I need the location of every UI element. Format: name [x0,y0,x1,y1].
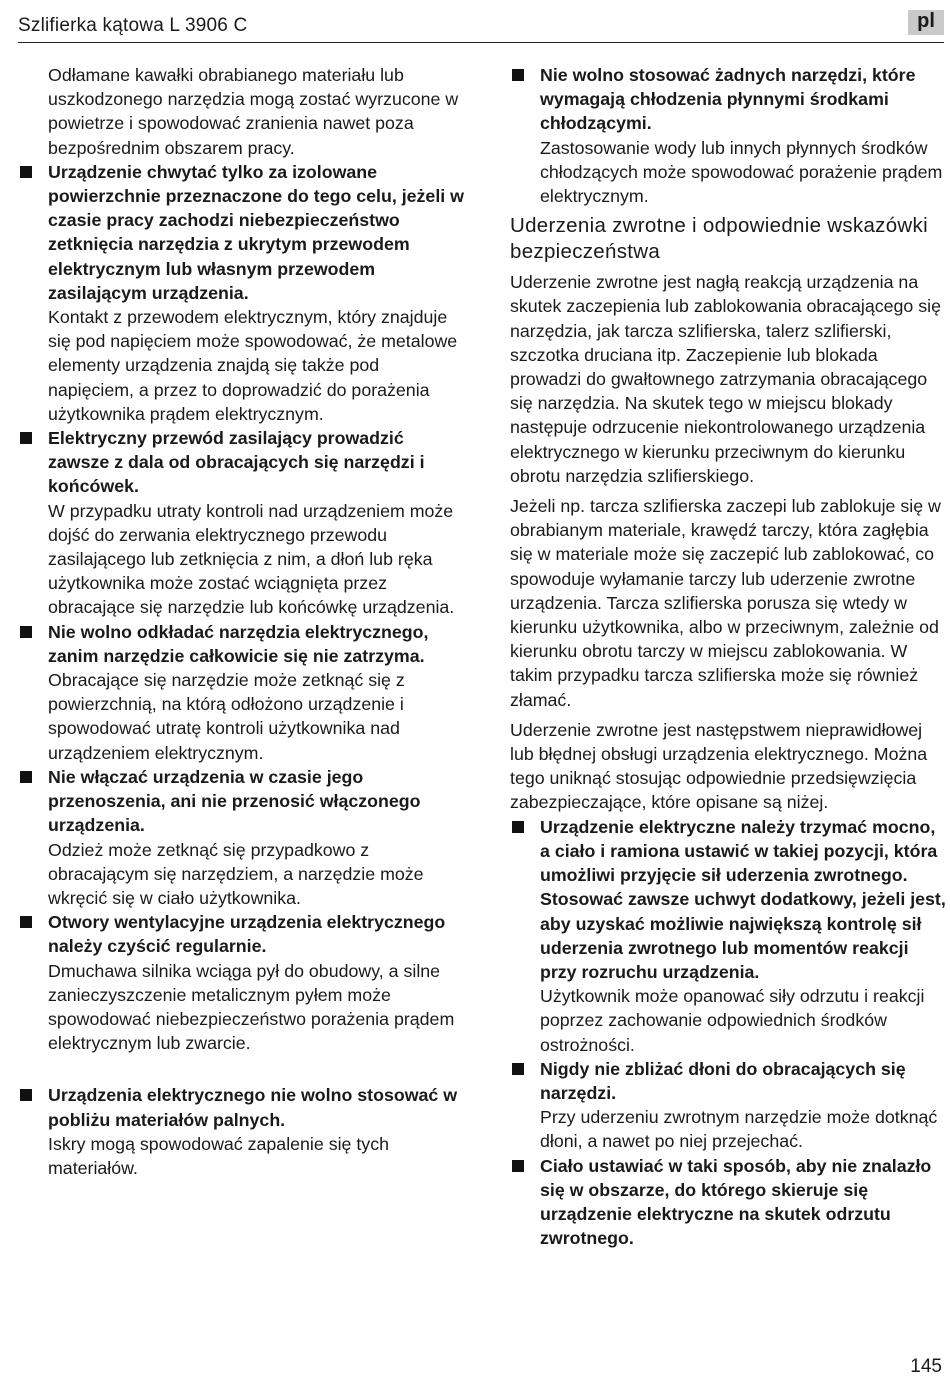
safety-item [510,63,946,208]
safety-item-title: Urządzenie elektryczne należy trzymać mocno, a ciało i ramiona ustawić w takiej pozycji, która umożliwi przyjęcie sił uderzenia zwrotnego. Stosować zawsze uchwyt dodatkowy, jeżeli jest, aby uzyskać możliwie największą kontrolę sił uderzenia zwrotnego lub momentów reakcji przy rozruchu urządzenia. [540,816,946,982]
safety-item-text: Kontakt z przewodem elektrycznym, który znajduje się pod napięciem może spowodować, że metalowe elementy urządzenia znajdą się także pod napięciem, a przez to doprowadzić do porażenia użytkownika prądem elektrycznym. [48,307,458,424]
bullet-square-icon [512,69,524,81]
safety-item-title: Nigdy nie zbliżać dłoni do obracających się narzędzi. [540,1058,906,1103]
safety-item-text: Odzież może zetknąć się przypadkowo z obracającym się narzędziem, a narzędzie może wkręcić się w ciało użytkownika. [48,839,424,908]
safety-item-text: Obracające się narzędzie może zetknąć się z powierzchnią, na którą odłożono urządzenie i spowodować utratę kontroli użytkownika nad urządzeniem elektrycznym. [48,670,405,763]
safety-item [510,1154,946,1251]
bullet-square-icon [512,1160,524,1172]
bullet-square-icon [20,432,32,444]
bullet-square-icon [512,1063,524,1075]
body-paragraph: Uderzenie zwrotne jest nagłą reakcją urządzenia na skutek zaczepienia lub zablokowania obracającego się narzędzia, jak tarcza szlifierska, talerz szlifierski, szczotka druciana itp. Zaczepienie lub blokada prowadzi do gwałtownego zatrzymania obracającego się narzędzia. Na skutek tego w miejscu blokady następuje odrzucenie niekontrolowanego urządzenia elektrycznego w kierunku przeciwnym do kierunku obrotu narzędzia szlifierskiego. [510,272,941,486]
safety-item-title: Urządzenia elektrycznego nie wolno stosować w pobliżu materiałów palnych. [48,1085,458,1130]
safety-item-text: Zastosowanie wody lub innych płynnych środków chłodzących może spowodować porażenie prądem elektrycznym. [540,137,943,207]
intro-paragraph: Odłamane kawałki obrabianego materiału lub uszkodzonego narzędzia mogą zostać wyrzucone w powietrze i spowodować zranienia nawet poza bezpośrednim obszarem pracy. [48,65,459,158]
safety-item-text: W przypadku utraty kontroli nad urządzeniem może dojść do zerwania elektrycznego przewodu zasilającego lub zetknięcia z nim, a dłoń lub ręka użytkownika może zostać wciągnięta przez obracające się narzędzie lub końcówkę urządzenia. [48,500,455,618]
right-column [510,63,946,1250]
section-heading: Uderzenia zwrotne i odpowiednie wskazówki bezpieczeństwa [510,214,928,263]
page-header [18,8,944,43]
safety-item [510,815,946,1057]
document-title: Szlifierka kątowa L 3906 C [18,15,248,36]
safety-item [18,160,466,426]
bullet-square-icon [20,626,32,638]
safety-item [18,1083,466,1180]
safety-item-title: Ciało ustawiać w taki sposób, aby nie znalazło się w obszarze, do którego skieruje się urządzenie elektryczne na skutek odrzutu zwrotnego. [540,1155,932,1249]
safety-item-text: Iskry mogą spowodować zapalenie się tych materiałów. [48,1133,389,1178]
safety-item-title: Nie wolno odkładać narzędzia elektrycznego, zanim narzędzie całkowicie się nie zatrzyma. [48,621,429,666]
safety-item-title: Nie wolno stosować żadnych narzędzi, które wymagają chłodzenia płynnymi środkami chłodzącymi. [540,65,916,134]
safety-item-title: Urządzenie chwytać tylko za izolowane powierzchnie przeznaczone do tego celu, jeżeli w czasie pracy zachodzi niebezpieczeństwo zetknięcia narzędzia z ukrytym przewodem elektrycznym lub własnym przewodem zasilającym urządzenia. [48,161,464,303]
safety-item [18,765,466,910]
safety-item [18,910,466,1055]
safety-item-text: Przy uderzeniu zwrotnym narzędzie może dotknąć dłoni, a nawet po niej przejechać. [540,1107,938,1152]
safety-item-text: Dmuchawa silnika wciąga pył do obudowy, a silne zanieczyszczenie metalicznym pyłem może spowodować niebezpieczeństwo porażenia prądem elektrycznym lub zwarcie. [48,960,455,1054]
page-number: 145 [910,1356,942,1377]
bullet-square-icon [20,1089,32,1101]
safety-item-title: Otwory wentylacyjne urządzenia elektrycznego należy czyścić regularnie. [48,912,446,957]
spacer [18,1055,466,1083]
bullet-square-icon [512,821,524,833]
bullet-square-icon [20,166,32,178]
safety-item [510,1057,946,1154]
safety-item-title: Nie włączać urządzenia w czasie jego przenoszenia, ani nie przenosić włączonego urządzenia. [48,766,421,836]
body-paragraph: Uderzenie zwrotne jest następstwem nieprawidłowej lub błędnej obsługi urządzenia elektrycznego. Można tego uniknąć stosując odpowiednie przedsięwzięcia zabezpieczające, które opisane są niżej. [510,719,928,813]
safety-item-title: Elektryczny przewód zasilający prowadzić zawsze z dala od obracających się narzędzi i końcówek. [48,428,425,497]
bullet-square-icon [20,771,32,783]
safety-item-text: Użytkownik może opanować siły odrzutu i reakcji poprzez zachowanie odpowiednich środków ostrożności. [540,986,925,1055]
bullet-square-icon [20,916,32,928]
language-badge: pl [908,10,944,35]
body-paragraph: Jeżeli np. tarcza szlifierska zaczepi lub zablokuje się w obrabianym materiale, krawędź tarczy, która zagłębia się w materiale może się zaczepić lub zablokować, co spowoduje wyłamanie tarczy lub uderzenie zwrotne urządzenia. Tarcza szlifierska porusza się wtedy w kierunku użytkownika, albo w przeciwnym, zależnie od kierunku obrotu tarczy w miejscu zablokowania. W takim przypadku tarcza szlifierska może się również złamać. [510,496,941,710]
safety-item [18,426,466,620]
left-column [18,63,466,1180]
safety-item [18,620,466,765]
